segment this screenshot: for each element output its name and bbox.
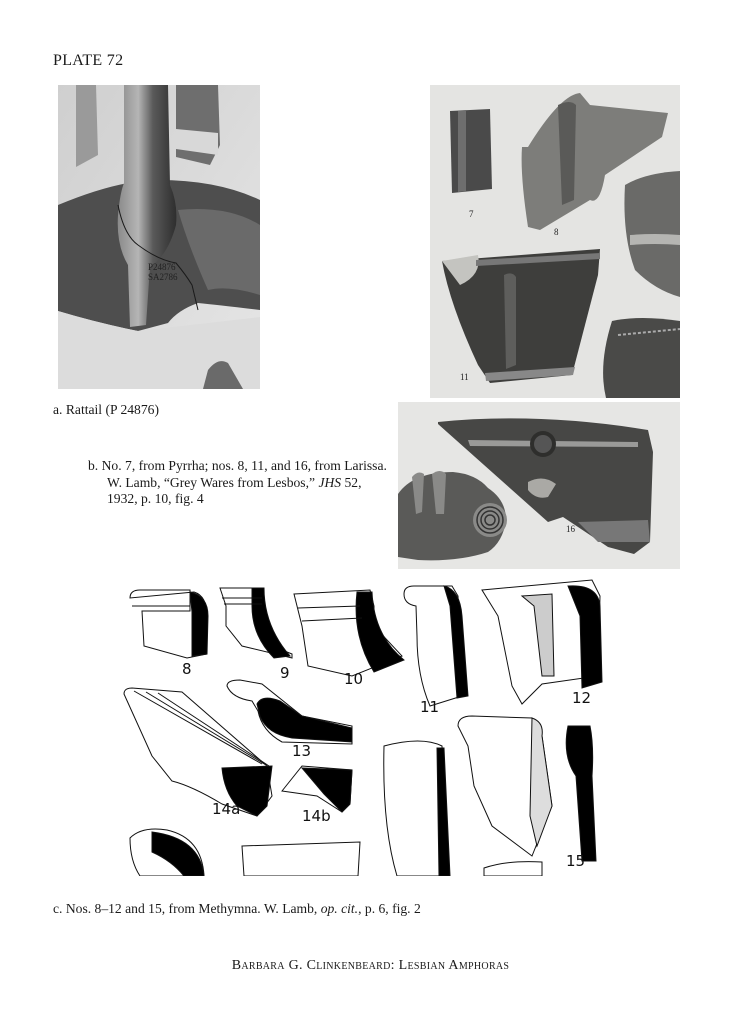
caption-c: c. Nos. 8–12 and 15, from Methymna. W. Lamb, op. cit., p. 6, fig. 2 bbox=[53, 901, 421, 916]
caption-b bbox=[88, 458, 398, 508]
fragments-photo-image bbox=[430, 85, 680, 398]
caption-b-letter: b. bbox=[88, 458, 99, 473]
caption-c-letter: c. bbox=[53, 901, 63, 916]
fragment-label-7: 7 bbox=[469, 209, 474, 219]
profile-label-8: 8 bbox=[182, 660, 192, 678]
inventory-mark: P24876 bbox=[148, 262, 176, 272]
profile-label-14a: 14a bbox=[212, 800, 241, 818]
profile-label-11: 11 bbox=[420, 698, 440, 716]
photo-fragments-upper bbox=[430, 85, 680, 398]
svg-text:SA2786: SA2786 bbox=[148, 272, 178, 282]
drawing-rim-profiles bbox=[112, 576, 622, 876]
profile-label-15: 15 bbox=[566, 852, 586, 870]
photo-fragment-16 bbox=[398, 402, 680, 569]
fragment-label-8: 8 bbox=[554, 227, 559, 237]
plate-title: PLATE 72 bbox=[53, 52, 124, 69]
caption-a-letter: a. bbox=[53, 402, 63, 417]
op-cit: op. cit. bbox=[320, 901, 359, 916]
rattail-photo-image bbox=[58, 85, 260, 389]
profile-label-9: 9 bbox=[280, 664, 290, 682]
profile-label-13: 13 bbox=[292, 742, 312, 760]
caption-a-text: Rattail (P 24876) bbox=[65, 402, 159, 417]
running-footer: Barbara G. Clinkenbeard: Lesbian Amphoras bbox=[231, 958, 510, 973]
caption-b-line2: W. Lamb, “Grey Wares from Lesbos,” JHS 52, bbox=[107, 474, 362, 490]
caption-a bbox=[53, 402, 159, 419]
photo-rattail bbox=[58, 85, 260, 389]
profile-label-14b: 14b bbox=[302, 807, 331, 825]
fragment-label-16: 16 bbox=[566, 524, 575, 534]
caption-b-line1: No. 7, from Pyrrha; nos. 8, 11, and 16, from Larissa. bbox=[101, 458, 387, 473]
journal-abbrev: JHS bbox=[318, 474, 342, 490]
profile-label-10: 10 bbox=[344, 670, 364, 688]
caption-b-line3: 1932, p. 10, fig. 4 bbox=[107, 491, 204, 506]
profile-label-12: 12 bbox=[572, 689, 592, 707]
fragment-label-11: 11 bbox=[460, 372, 469, 382]
